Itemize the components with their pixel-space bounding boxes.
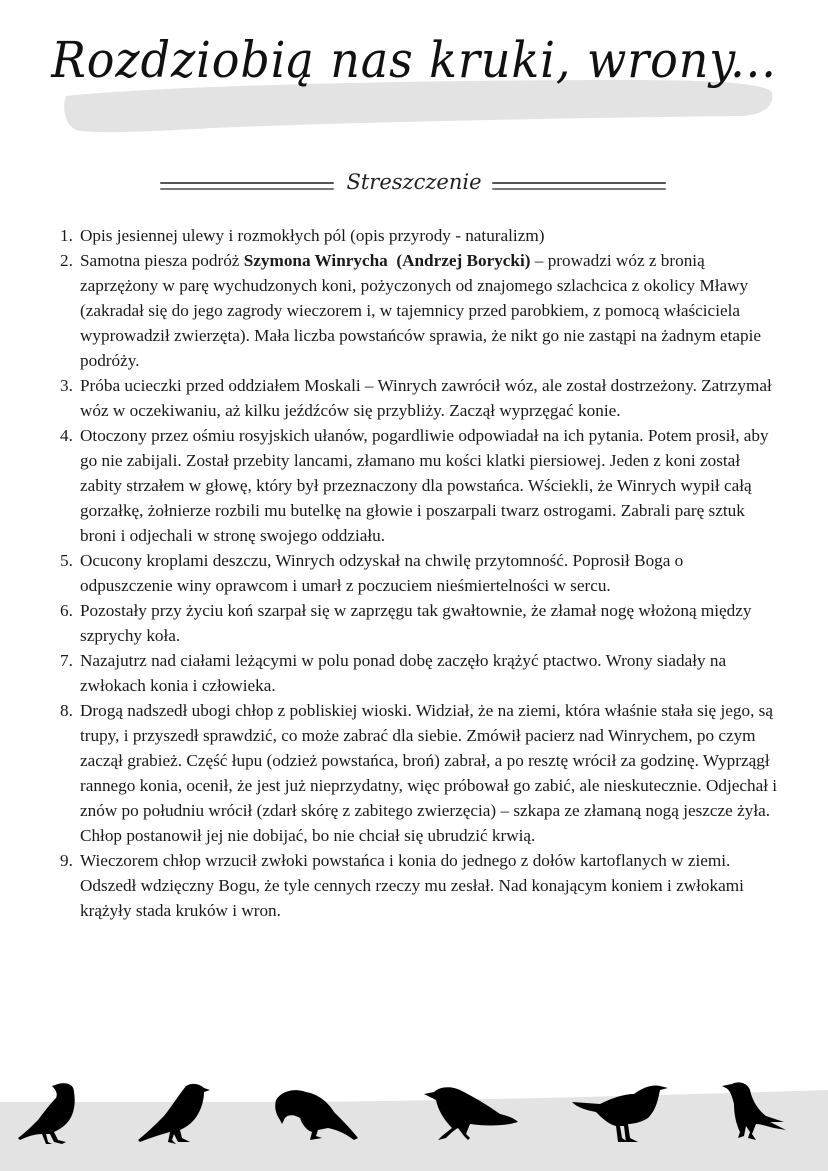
list-item bbox=[60, 223, 780, 248]
document-title: Rozdziobią nas kruki, wrony... bbox=[51, 31, 777, 89]
item-number: 8. bbox=[60, 701, 73, 720]
item-text: Drogą nadszedł ubogi chłop z pobliskiej wioski. Widział, że na ziemi, która właśnie stała się jego, są trupy, i przyszedł sprawdzić, co może zabrać dla siebie. Zmówił pacierz nad Winrychem, po czym zaczął grabież. Część łupu (odzież powstańca, broń) zabrał, a po resztę wrócił za godzinę. Wyprzągł rannego konia, ocenił, że jest już nieprzydatny, więc próbował go zabić, ale nieskutecznie. Odjechał i znów po południu wrócił (zdarł skórę z zabitego zwierzęcia) – szkapa ze złamaną nogą jeszcze żyła. Chłop postanowił jej nie dobijać, bo nie chciał się ubrudzić krwią. bbox=[80, 701, 778, 845]
list-item bbox=[60, 423, 780, 548]
bottom-crow-band bbox=[0, 1080, 828, 1171]
item-text-before: Samotna piesza podróż bbox=[80, 251, 244, 270]
list-item bbox=[60, 848, 780, 923]
item-text: Próba ucieczki przed oddziałem Moskali – Winrych zawrócił wóz, ale został dostrzeżony. Zatrzymał wóz w oczekiwaniu, aż kilku jeźdźców się przybliży. Zaczął wyprzęgać konie. bbox=[80, 376, 772, 420]
item-text: Nazajutrz nad ciałami leżącymi w polu ponad dobę zaczęło krążyć ptactwo. Wrony siadały na zwłokach konia i człowieka. bbox=[80, 651, 727, 695]
item-number: 9. bbox=[60, 851, 73, 870]
decorative-rule-right bbox=[492, 182, 666, 192]
item-number: 3. bbox=[60, 376, 73, 395]
item-text: Ocucony kroplami deszczu, Winrych odzyskał na chwilę przytomność. Poprosił Boga o odpuszczenie winy oprawcom i umarł z poczuciem nieśmiertelności w sercu. bbox=[80, 551, 684, 595]
item-text: Wieczorem chłop wrzucił zwłoki powstańca i konia do jednego z dołów kartoflanych w ziemi. Odszedł wdzięczny Bogu, że tyle cennych rzeczy mu zesłał. Nad konającym koniem i zwłokami krążyły stada kruków i wron. bbox=[80, 851, 744, 920]
section-heading: Streszczenie bbox=[346, 170, 482, 194]
item-number: 1. bbox=[60, 226, 73, 245]
list-item bbox=[60, 248, 780, 373]
item-number: 4. bbox=[60, 426, 73, 445]
list-item bbox=[60, 648, 780, 698]
list-item bbox=[60, 373, 780, 423]
section-heading-row bbox=[0, 168, 828, 202]
item-text: Pozostały przy życiu koń szarpał się w zaprzęgu tak gwałtownie, że złamał nogę włożoną między szprychy koła. bbox=[80, 601, 752, 645]
list-item bbox=[60, 698, 780, 848]
item-text: Opis jesiennej ulewy i rozmokłych pól (opis przyrody - naturalizm) bbox=[80, 226, 545, 245]
character-name: Szymona Winrycha bbox=[243, 251, 388, 270]
item-text: Otoczony przez ośmiu rosyjskich ułanów, pogardliwie odpowiadał na ich pytania. Potem prosił, aby go nie zabijali. Został przebity lancami, złamano mu kości klatki piersiowej. Jeden z koni został zabity strzałem w głowę, który był przeznaczony dla powstańca. Wściekli, że Winrych wypił całą gorzałkę, żołnierze rozbili mu butelkę na głowie i poszarpali twarz ostrogami. Zabrali parę sztuk broni i odjechali w stronę swojego oddziału. bbox=[80, 426, 769, 545]
band-background bbox=[0, 1090, 828, 1171]
item-number: 5. bbox=[60, 551, 73, 570]
item-number: 6. bbox=[60, 601, 73, 620]
item-text-after: – prowadzi wóz z bronią zaprzężony w parę wychudzonych koni, pożyczonych od znajomego szlachcica z okolicy Mławy (zakradał się do jego zagrody wieczorem i, w tajemnicy przed parobkiem, z pomocą właściciela wyprowadził zwierzęta). Mała liczba powstańców sprawia, że nikt go nie zastąpi na żadnym etapie podróży. bbox=[80, 251, 762, 370]
list-item bbox=[60, 598, 780, 648]
item-number: 2. bbox=[60, 251, 73, 270]
character-alias: (Andrzej Borycki) bbox=[396, 251, 531, 270]
item-number: 7. bbox=[60, 651, 73, 670]
summary-list bbox=[60, 223, 780, 923]
list-item bbox=[60, 548, 780, 598]
